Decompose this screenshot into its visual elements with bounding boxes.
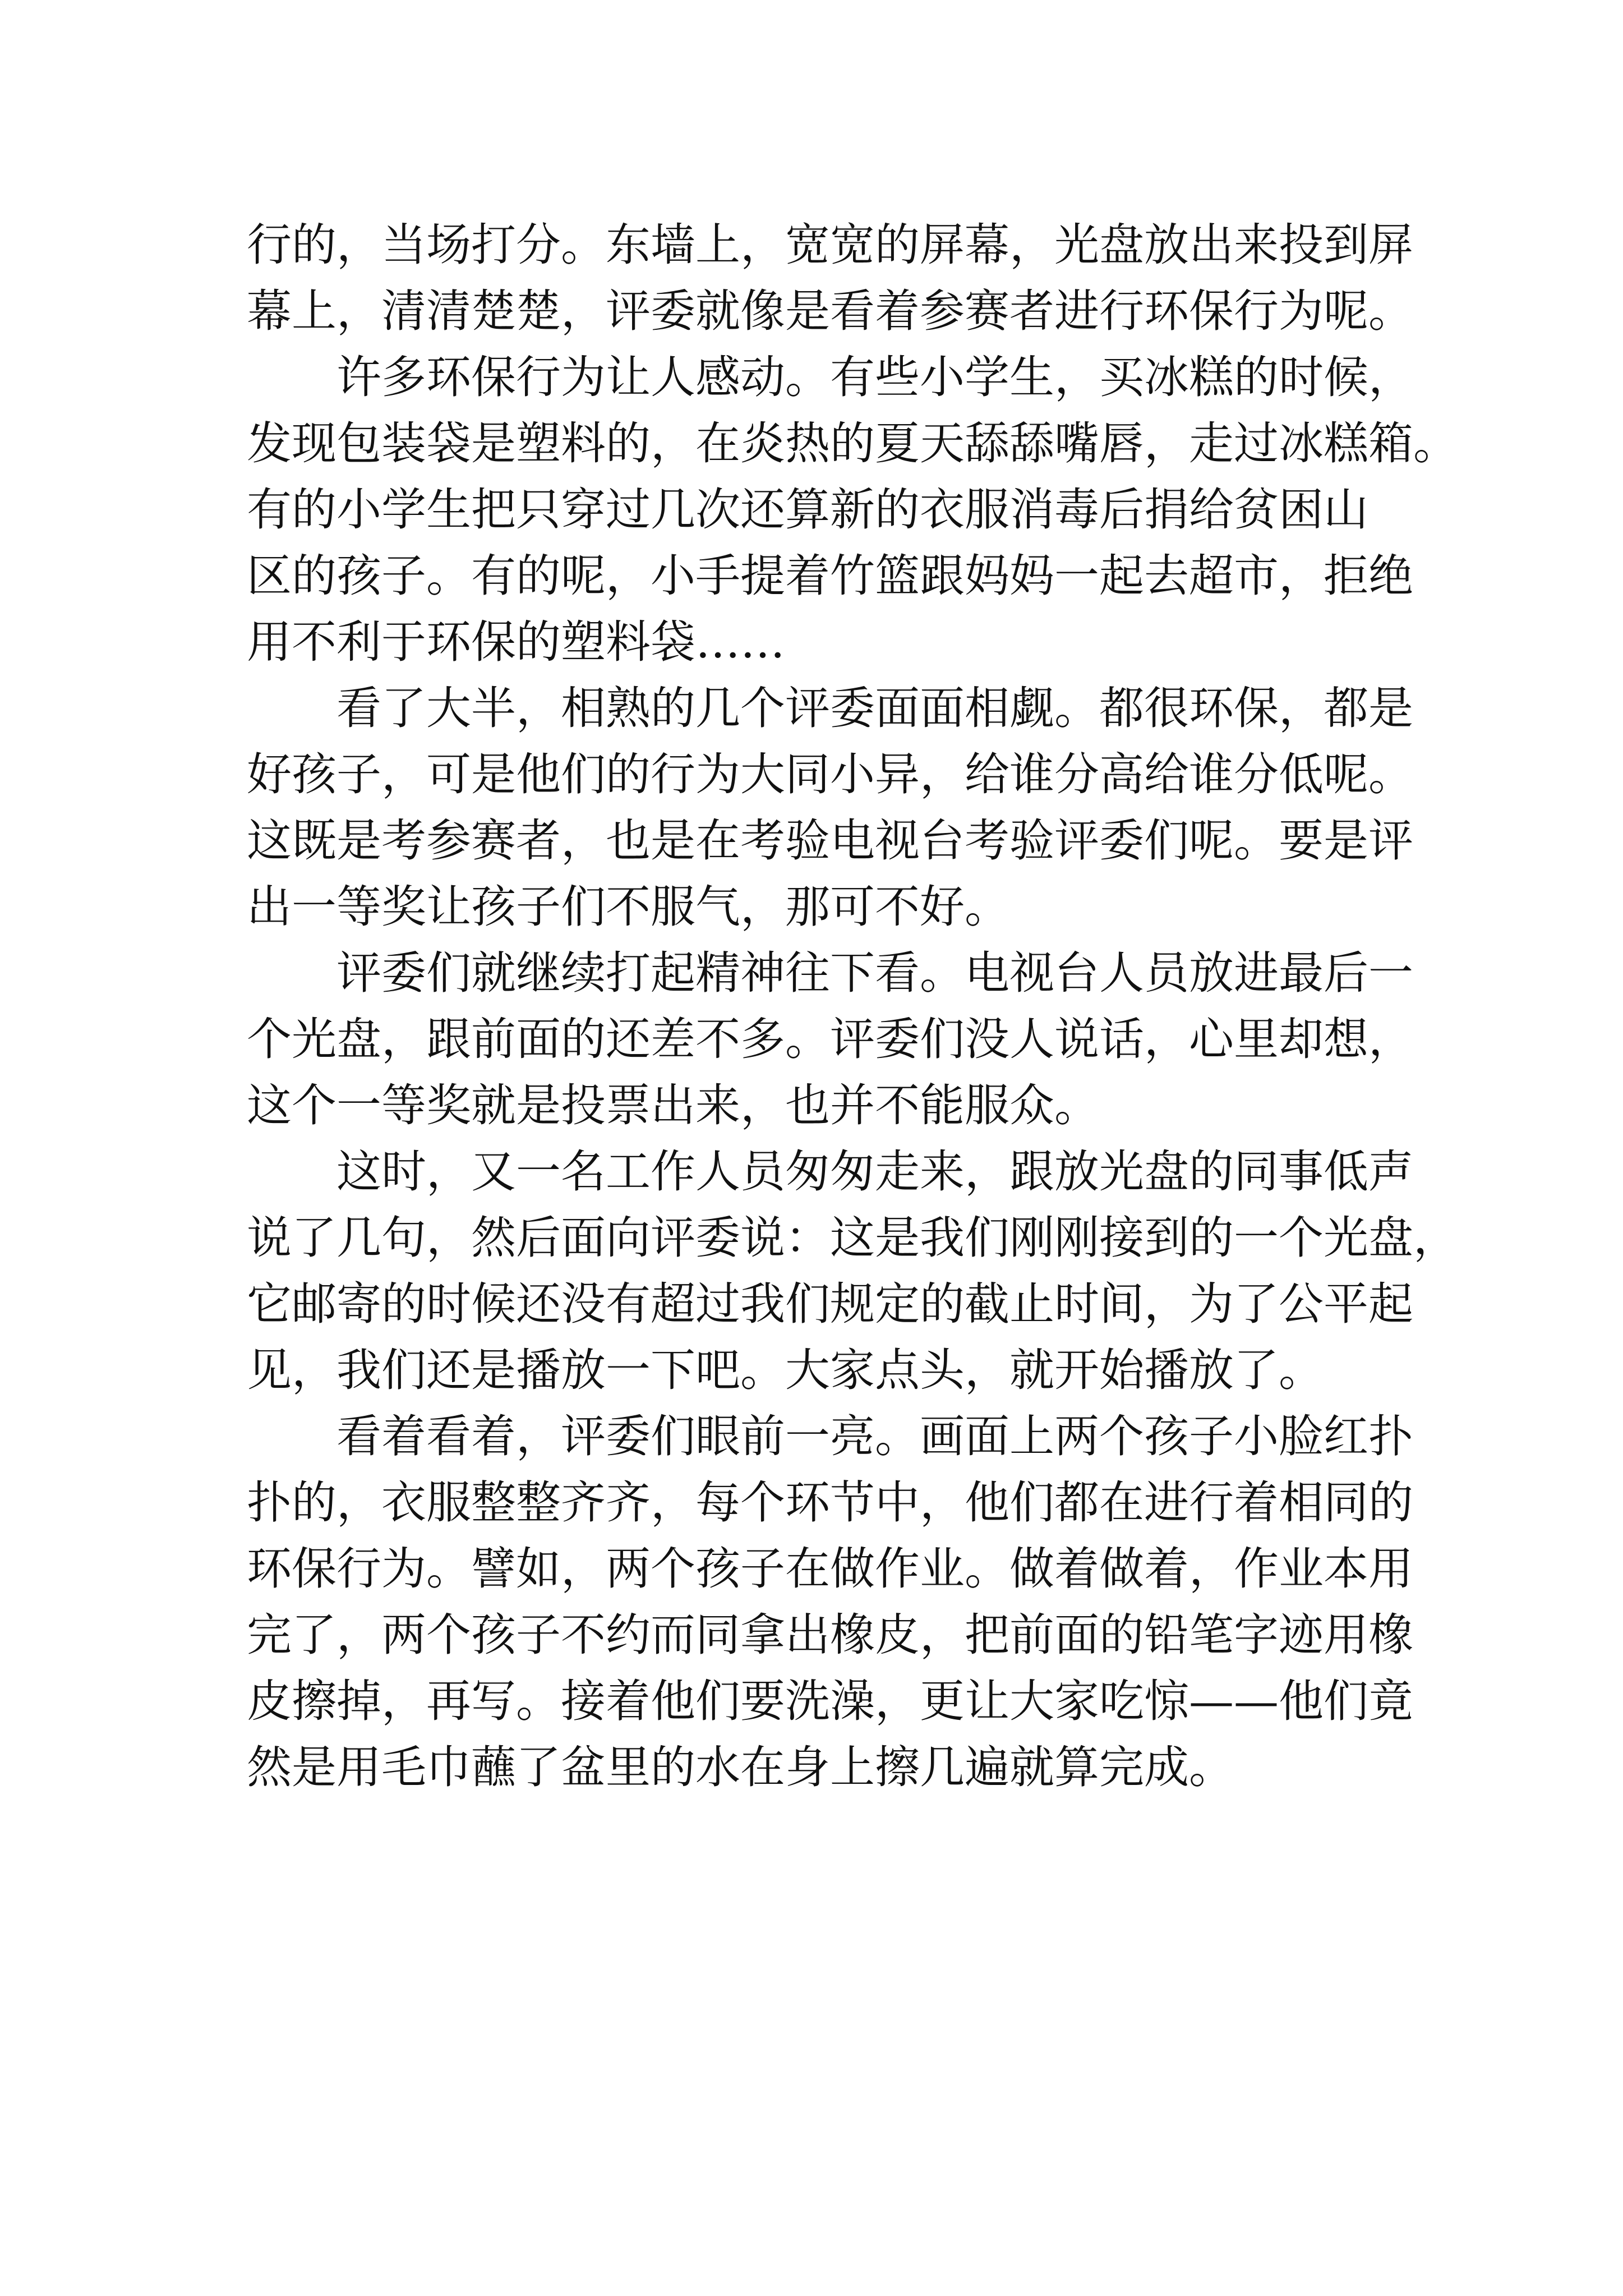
- text-line: 行的，当场打分。东墙上，宽宽的屏幕，光盘放出来投到屏: [247, 219, 1413, 271]
- text-line: 扑的，衣服整整齐齐，每个环节中，他们都在进行着相同的: [247, 1476, 1413, 1529]
- text-line: 好孩子，可是他们的行为大同小异，给谁分高给谁分低呢。: [247, 748, 1413, 800]
- paragraph-1: [247, 212, 1413, 344]
- body-text: [247, 212, 1458, 1801]
- text-line: 许多环保行为让人感动。有些小学生，买冰糕的时候，: [247, 351, 1413, 403]
- paragraph-5: [247, 1139, 1458, 1404]
- text-line: 然是用毛巾蘸了盆里的水在身上擦几遍就算完成。: [247, 1741, 1234, 1793]
- text-line: 幕上，清清楚楚，评委就像是看着参赛者进行环保行为呢。: [247, 285, 1413, 337]
- text-line: 有的小学生把只穿过几次还算新的衣服消毒后捐给贫困山: [247, 484, 1368, 536]
- paragraph-2: [247, 344, 1458, 675]
- paragraph-4: [247, 940, 1413, 1139]
- text-line: 说了几句，然后面向评委说：这是我们刚刚接到的一个光盘，: [247, 1212, 1458, 1264]
- paragraph-3: [247, 675, 1413, 940]
- text-line: 评委们就继续打起精神往下看。电视台人员放进最后一: [247, 947, 1413, 999]
- text-line: 这既是考参赛者，也是在考验电视台考验评委们呢。要是评: [247, 815, 1413, 867]
- text-line: 个光盘，跟前面的还差不多。评委们没人说话，心里却想，: [247, 1013, 1413, 1065]
- text-line: 皮擦掉，再写。接着他们要洗澡，更让大家吃惊——他们竟: [247, 1675, 1413, 1727]
- text-line: 这时，又一名工作人员匆匆走来，跟放光盘的同事低声: [247, 1145, 1413, 1198]
- text-line: 完了，两个孩子不约而同拿出橡皮，把前面的铅笔字迹用橡: [247, 1609, 1413, 1661]
- text-line: 这个一等奖就是投票出来，也并不能服众。: [247, 1079, 1099, 1131]
- text-line: 用不利于环保的塑料袋……: [247, 616, 785, 668]
- text-line: 看着看着，评委们眼前一亮。画面上两个孩子小脸红扑: [247, 1410, 1413, 1462]
- text-line: 环保行为。譬如，两个孩子在做作业。做着做着，作业本用: [247, 1543, 1413, 1595]
- text-line: 见，我们还是播放一下吧。大家点头，就开始播放了。: [247, 1344, 1324, 1396]
- text-line: 它邮寄的时候还没有超过我们规定的截止时间，为了公平起: [247, 1278, 1413, 1330]
- text-line: 发现包装袋是塑料的，在炎热的夏天舔舔嘴唇，走过冰糕箱。: [247, 417, 1458, 470]
- paragraph-6: [247, 1404, 1413, 1801]
- text-line: 看了大半，相熟的几个评委面面相觑。都很环保，都是: [247, 682, 1413, 734]
- text-line: 出一等奖让孩子们不服气，那可不好。: [247, 881, 1009, 933]
- text-line: 区的孩子。有的呢，小手提着竹篮跟妈妈一起去超市，拒绝: [247, 550, 1413, 602]
